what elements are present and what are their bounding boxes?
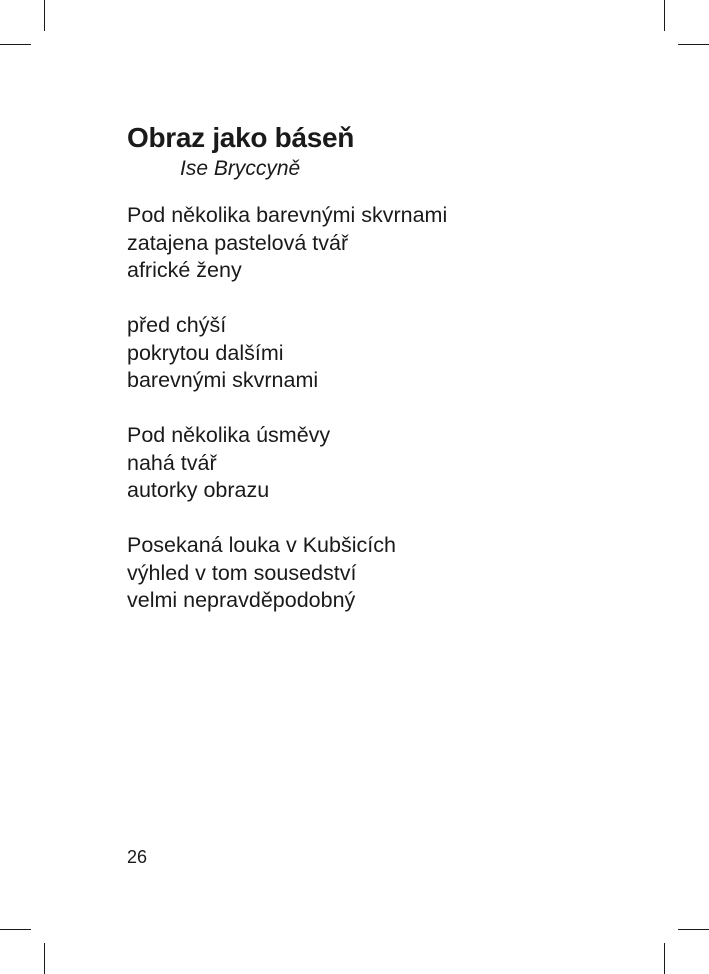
poem-line: Pod několika barevnými skvrnami	[127, 203, 448, 227]
crop-mark	[0, 929, 31, 930]
poem-line: před chýší	[127, 313, 227, 337]
poem-title: Obraz jako báseň	[127, 122, 355, 153]
stanza	[127, 312, 647, 395]
crop-mark	[678, 44, 709, 45]
crop-mark	[664, 943, 665, 974]
stanza	[127, 422, 647, 505]
poem-line: barevnými skvrnami	[127, 368, 319, 392]
poem-body	[127, 202, 647, 615]
crop-mark	[44, 943, 45, 974]
crop-mark	[664, 0, 665, 31]
poem-line: zatajena pastelová tvář	[127, 230, 349, 255]
crop-mark	[678, 929, 709, 930]
crop-mark	[0, 44, 31, 45]
crop-mark	[44, 0, 45, 31]
poem-line: nahá tvář	[127, 450, 217, 475]
page-content	[127, 120, 647, 642]
stanza	[127, 202, 647, 285]
poem-dedication: Ise Bryccyně	[180, 157, 301, 180]
page-number: 26	[127, 847, 148, 867]
poem-line: výhled v tom sousedství	[127, 560, 357, 585]
poem-line: autorky obrazu	[127, 478, 270, 502]
stanza	[127, 532, 647, 615]
poem-line: pokrytou dalšími	[127, 340, 284, 365]
poem-line: Pod několika úsměvy	[127, 423, 331, 447]
poem-line: africké ženy	[127, 258, 242, 282]
poem-line: velmi nepravděpodobný	[127, 588, 356, 612]
poem-line: Posekaná louka v Kubšicích	[127, 533, 396, 557]
